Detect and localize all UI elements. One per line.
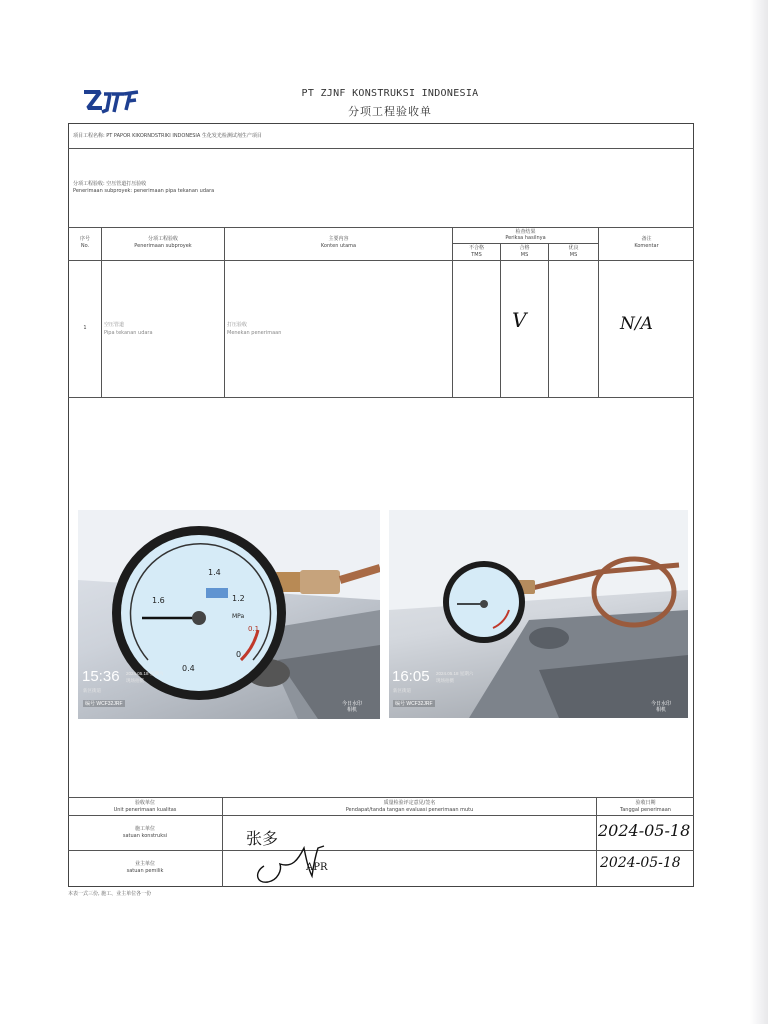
owner-signature: APR	[306, 862, 328, 873]
header-content-zh: 主要内容	[328, 236, 349, 242]
photo-2-watermark: 今日水印 相机	[651, 701, 672, 713]
photo-2-time: 16:05	[392, 668, 430, 685]
divider	[500, 243, 501, 397]
owner-label-zh: 业主单位	[134, 861, 155, 867]
photo-1-meta2: 现场拍摄	[126, 678, 144, 683]
divider	[68, 797, 694, 798]
header-subproject-zh: 分项工程验收	[147, 236, 178, 242]
header-result-id: Periksa hasilnya	[505, 235, 546, 241]
photo-2-meta2: 现场拍摄	[436, 678, 454, 683]
pass-check-mark: V	[512, 308, 527, 332]
row-subproject-zh: 空压管道	[104, 322, 125, 328]
divider	[68, 397, 694, 398]
owner-label-id: satuan pemilik	[126, 868, 164, 874]
divider	[68, 815, 694, 816]
photo-2-place: 新区街道	[393, 688, 411, 693]
row-content-id: Menekan penerimaan	[227, 330, 282, 336]
signoff-unit-id: Unit penerimaan kualitas	[113, 807, 177, 813]
subproject-id: Penerimaan subproyek: penerimaan pipa tekanan udara	[73, 188, 215, 194]
contractor-label-zh: 施工单位	[134, 826, 155, 832]
divider	[598, 227, 599, 397]
signoff-opinion-id: Pendapat/tanda tangan evaluasi penerimaan mutu	[345, 807, 474, 813]
divider	[68, 850, 694, 851]
pressure-gauge-photo-2	[389, 510, 688, 718]
header-remark-zh: 备注	[641, 236, 652, 242]
row-subproject-id: Pipa tekanan udara	[104, 330, 153, 336]
gauge-tick-label: 1.4	[208, 568, 221, 577]
company-logo	[80, 86, 142, 114]
gauge-tick-label: 1.6	[152, 596, 165, 605]
photo-1-place: 新区街道	[83, 688, 101, 693]
divider	[68, 148, 694, 149]
signoff-date-id: Tanggal penerimaan	[620, 807, 671, 813]
divider	[68, 227, 694, 228]
gauge-tick-label: 1.2	[232, 594, 245, 603]
photo-1-meta: 2024.05.18 星期六	[126, 671, 164, 676]
header-no-id: No.	[80, 243, 90, 249]
contractor-label-id: satuan konstruksi	[122, 833, 168, 839]
remark-na: N/A	[620, 314, 653, 334]
document-title: 分项工程验收单	[348, 105, 432, 118]
company-name: PT ZJNF KONSTRUKSI INDONESIA	[301, 88, 479, 99]
photo-2-code: 编号 WCF32JRF	[395, 701, 433, 707]
header-subproject-id: Penerimaan subproyek	[134, 243, 192, 249]
photo-1-time: 15:36	[82, 668, 120, 685]
contractor-signature: 张多	[246, 829, 279, 848]
photo-2-meta: 2024.05.18 星期六	[436, 671, 474, 676]
gauge-tick-label: 0.4	[182, 664, 195, 673]
row-number: 1	[83, 325, 87, 331]
header-remark-id: Komentar	[634, 243, 659, 249]
divider	[548, 243, 549, 397]
header-no-zh: 序号	[79, 236, 90, 242]
header-fail-zh: 不合格	[468, 245, 484, 251]
header-other-id: MS	[569, 252, 578, 258]
owner-date: 2024-05-18	[600, 855, 681, 871]
contractor-date: 2024-05-18	[598, 821, 691, 840]
header-pass-id: MS	[520, 252, 529, 258]
divider	[101, 227, 102, 397]
header-pass-zh: 合格	[519, 245, 530, 251]
header-fail-id: TMS	[471, 252, 482, 258]
gauge-unit: MPa	[232, 613, 245, 620]
divider	[452, 243, 598, 244]
photo-1-watermark: 今日水印 相机	[342, 701, 363, 713]
gauge-reading: 0.1	[248, 625, 260, 633]
row-content-zh: 打压验收	[227, 322, 248, 328]
gauge-scene-1	[78, 510, 380, 719]
pressure-gauge-photo-1	[78, 510, 380, 719]
footer-note: 本表一式三份, 施工、业主单位各一份	[68, 891, 152, 897]
project-name: 项目工程名称: PT PAPOR KIKORNDSTRIKI INDONESIA 生化发光检测试剂生产项目	[73, 133, 262, 139]
signoff-date-zh: 验收日期	[635, 800, 656, 806]
gauge-tick-label: 0	[236, 650, 242, 659]
subproject-zh: 分项工程验收: 空压管道打压验收	[73, 181, 147, 187]
divider	[224, 227, 225, 397]
header-content-id: Konten utama	[320, 243, 357, 249]
header-result-zh: 检查结果	[515, 229, 536, 235]
signoff-unit-zh: 验收单位	[134, 800, 155, 806]
photo-1-code: 编号 WCF32JRF	[85, 701, 123, 707]
page-edge	[750, 0, 768, 1024]
divider	[68, 260, 694, 261]
signoff-opinion-zh: 质量检验评定意见/签名	[383, 800, 436, 806]
header-other-zh: 优良	[568, 245, 579, 251]
gauge-scene-2	[389, 510, 688, 718]
owner-signature-stroke	[252, 828, 338, 886]
